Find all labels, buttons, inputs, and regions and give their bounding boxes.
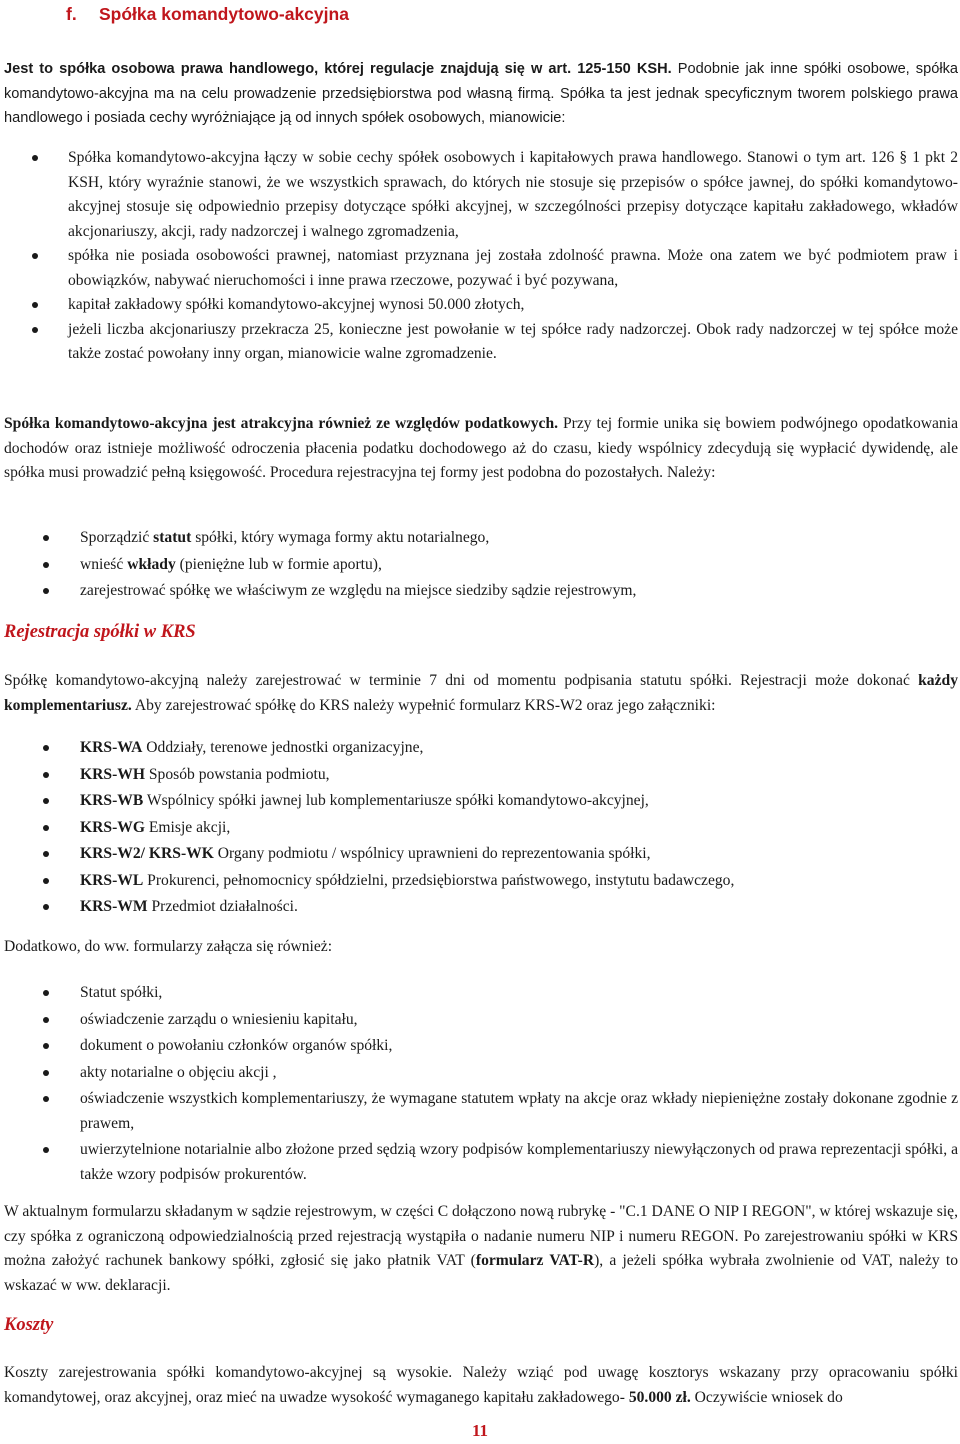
list-item xyxy=(68,293,958,318)
form-desc: Sposób powstania podmiotu, xyxy=(144,765,330,783)
costs-heading: Koszty xyxy=(4,1315,54,1335)
list-item-text: dokument o powołaniu członków organów spółki, xyxy=(80,1037,393,1054)
step-pre: zarejestrować spółkę we właściwym ze względu na miejsce siedziby sądzie rejestrowym, xyxy=(80,582,637,599)
step-bold: statut xyxy=(153,529,192,546)
section-heading xyxy=(66,4,349,25)
list-item-text: oświadczenie zarządu o wniesieniu kapitału, xyxy=(80,1010,358,1028)
registration-bold: każdy komplementariusz. xyxy=(4,672,958,714)
bullet-icon xyxy=(43,1043,49,1049)
list-item-text: akty notarialne o objęciu akcji , xyxy=(80,1063,277,1081)
bullet-icon xyxy=(43,904,49,910)
bullet-icon xyxy=(32,327,38,333)
costs-text: Oczywiście wniosek do xyxy=(690,1388,843,1406)
list-item xyxy=(80,1087,958,1136)
list-item-text: spółka nie posiada osobowości prawnej, natomiast przyznana jej została zdolność prawna. Może ona zatem we być podmiotem praw i obowiązków, nabywać nieruchomości i inne prawa rzeczowe, pozywać i być pozywana, xyxy=(68,247,958,289)
list-item xyxy=(80,1008,958,1033)
form-code: KRS-WL xyxy=(80,871,144,889)
bullet-icon xyxy=(43,772,49,778)
list-item xyxy=(68,318,958,367)
costs-text: Koszty zarejestrowania spółki komandytowo-akcyjnej są wysokie. Należy wziąć pod uwagę kosztorys wskazany przy opracowaniu spółki komandytowej, oraz akcyjnej, oraz mieć na uwadze wysokość wymaganego kapitału zakładowego- xyxy=(4,1364,958,1406)
bullet-icon xyxy=(43,1017,49,1023)
page-number: 11 xyxy=(471,1421,489,1440)
additional-intro: Dodatkowo, do ww. formularzy załącza się również: xyxy=(4,938,333,955)
list-item xyxy=(80,789,958,814)
bullet-icon xyxy=(43,1070,49,1076)
form-desc: Prokurenci, pełnomocnicy spółdzielni, przedsiębiorstwa państwowego, instytutu badawczego, xyxy=(143,871,735,889)
bullet-icon xyxy=(43,1147,49,1153)
list-item-text: kapitał zakładowy spółki komandytowo-akcyjnej wynosi 50.000 złotych, xyxy=(68,296,525,313)
list-item xyxy=(80,763,958,788)
form-desc: Organy podmiotu / wspólnicy uprawnieni do reprezentowania spółki, xyxy=(213,845,651,862)
form-desc: Wspólnicy spółki jawnej lub komplementariusze spółki komandytowo-akcyjnej, xyxy=(143,792,649,809)
list-item xyxy=(68,146,958,244)
bullet-icon xyxy=(43,825,49,831)
tax-bold: Spółka komandytowo-akcyjna jest atrakcyjna również ze względów podatkowych. xyxy=(4,415,559,432)
form-code: KRS-W2/ KRS-WK xyxy=(80,845,214,862)
list-item xyxy=(68,244,958,293)
forms-list xyxy=(80,736,958,922)
list-item xyxy=(80,842,958,867)
registration-text: Spółkę komandytowo-akcyjną należy zarejestrować w terminie 7 dni od momentu podpisania statutu spółki. Rejestracji może dokonać xyxy=(4,672,919,689)
step-post: (pieniężne lub w formie aportu), xyxy=(175,555,382,573)
current-text: ), a jeżeli spółka wybrała zwolnienie od VAT, należy to wskazać w ww. deklaracji. xyxy=(4,1252,958,1294)
bullet-icon xyxy=(43,798,49,804)
step-bold: wkłady xyxy=(127,555,176,573)
registration-heading: Rejestracja spółki w KRS xyxy=(4,622,196,642)
bullet-icon xyxy=(43,878,49,884)
form-code: KRS-WG xyxy=(80,818,145,836)
steps-list xyxy=(80,526,958,606)
registration-text: Aby zarejestrować spółkę do KRS należy wypełnić formularz KRS-W2 oraz jego załączniki: xyxy=(131,696,716,714)
list-item-text: Spółka komandytowo-akcyjna łączy w sobie cechy spółek osobowych i kapitałowych prawa handlowego. Stanowi o tym art. 126 § 1 pkt 2 KSH, który wyraźnie stanowi, że we wszystkich sprawach, do których nie stosuje się przepisów o spółce jawnej, do spółki komandytowo-akcyjnej stosuje się odpowiednio przepisy dotyczące spółki akcyjnej, w szczególności przepisy dotyczące kapitału zakładowego, wkładów akcjonariuszy, akcji, rady nadzorczej i walnego zgromadzenia, xyxy=(68,149,958,240)
form-code: KRS-WB xyxy=(80,792,144,809)
list-item xyxy=(80,579,958,604)
form-code: KRS-WH xyxy=(80,765,145,783)
form-desc: Oddziały, terenowe jednostki organizacyjne, xyxy=(142,739,424,756)
list-item xyxy=(80,1034,958,1059)
list-item-text: uwierzytelnione notarialnie albo złożone przed sędzią wzory podpisów komplementariuszy niewyłączonych od prawa reprezentacji spółki, a także wzory podpisów prokurentów. xyxy=(80,1141,958,1183)
bullet-icon xyxy=(32,155,38,161)
list-item xyxy=(80,553,958,578)
step-post: spółki, który wymaga formy aktu notarialnego, xyxy=(191,529,490,546)
bullet-icon xyxy=(43,745,49,751)
list-item xyxy=(80,895,958,920)
current-text: W aktualnym formularzu składanym w sądzie rejestrowym, w części C dołączono nową rubrykę - "C.1 DANE O NIP I REGON", w której wskazuje się, czy spółka z ograniczoną odpowiedzialnością przed rejestracją wystąpiła o nadanie numeru NIP i numeru REGON. Po zarejestrowaniu spółki w KRS można założyć rachunek bankowy spółki, zgłosić się jako płatnik VAT ( xyxy=(4,1203,958,1269)
intro-paragraph xyxy=(4,57,958,131)
step-pre: Sporządzić xyxy=(80,529,154,546)
list-item xyxy=(80,816,958,841)
section-number: f. xyxy=(66,4,77,24)
features-list xyxy=(68,146,958,367)
bullet-icon xyxy=(43,562,49,568)
bullet-icon xyxy=(43,1096,49,1102)
form-code: KRS-WM xyxy=(80,898,148,915)
list-item xyxy=(80,869,958,894)
costs-paragraph xyxy=(4,1361,958,1410)
list-item-text: jeżeli liczba akcjonariuszy przekracza 25, konieczne jest powołanie w tej spółce rady nadzorczej. Obok rady nadzorczej w tej spółce może także zostać powołany inny organ, mianowicie walne zgromadzenie. xyxy=(68,320,958,362)
current-bold: formularz VAT-R xyxy=(475,1252,595,1269)
form-desc: Przedmiot działalności. xyxy=(147,898,298,915)
costs-bold: 50.000 zł. xyxy=(628,1388,691,1406)
step-pre: wnieść xyxy=(80,555,128,573)
list-item-text: Statut spółki, xyxy=(80,984,163,1001)
intro-bold: Jest to spółka osobowa prawa handlowego, której regulacje znajdują się w art. 125-150 KSH. xyxy=(4,61,672,77)
list-item xyxy=(80,1138,958,1187)
section-title: Spółka komandytowo-akcyjna xyxy=(99,4,349,24)
bullet-icon xyxy=(43,588,49,594)
bullet-icon xyxy=(43,990,49,996)
registration-paragraph xyxy=(4,669,958,718)
bullet-icon xyxy=(32,253,38,259)
tax-text: Przy tej formie unika się bowiem podwójnego opodatkowania dochodów oraz istnieje możliwość odroczenia płacenia podatku dochodowego aż do czasu, kiedy wspólnicy zdecydują się wypłacić dywidendę, ale spółka musi prowadzić pełną księgowość. Procedura rejestracyjna tej formy jest podobna do pozostałych. Należy: xyxy=(4,415,958,481)
list-item xyxy=(80,736,958,761)
list-item-text: oświadczenie wszystkich komplementariuszy, że wymagane statutem wpłaty na akcje oraz wkłady niepieniężne zostały dokonane zgodnie z prawem, xyxy=(80,1090,958,1132)
list-item xyxy=(80,1061,958,1086)
additional-list xyxy=(80,981,958,1189)
bullet-icon xyxy=(32,302,38,308)
tax-paragraph xyxy=(4,412,958,486)
intro-text: Podobnie jak inne spółki osobowe, spółka komandytowo-akcyjna ma na celu prowadzenie przedsiębiorstwa pod własną firmą. Spółka ta jest jednak specyficznym tworem polskiego prawa handlowego i posiada cechy wyróżniające ją od innych spółek osobowych, mianowicie: xyxy=(4,61,958,126)
form-code: KRS-WA xyxy=(80,739,143,756)
form-desc: Emisje akcji, xyxy=(144,818,231,836)
list-item xyxy=(80,526,958,551)
current-form-paragraph xyxy=(4,1200,958,1298)
list-item xyxy=(80,981,958,1006)
bullet-icon xyxy=(43,535,49,541)
bullet-icon xyxy=(43,851,49,857)
